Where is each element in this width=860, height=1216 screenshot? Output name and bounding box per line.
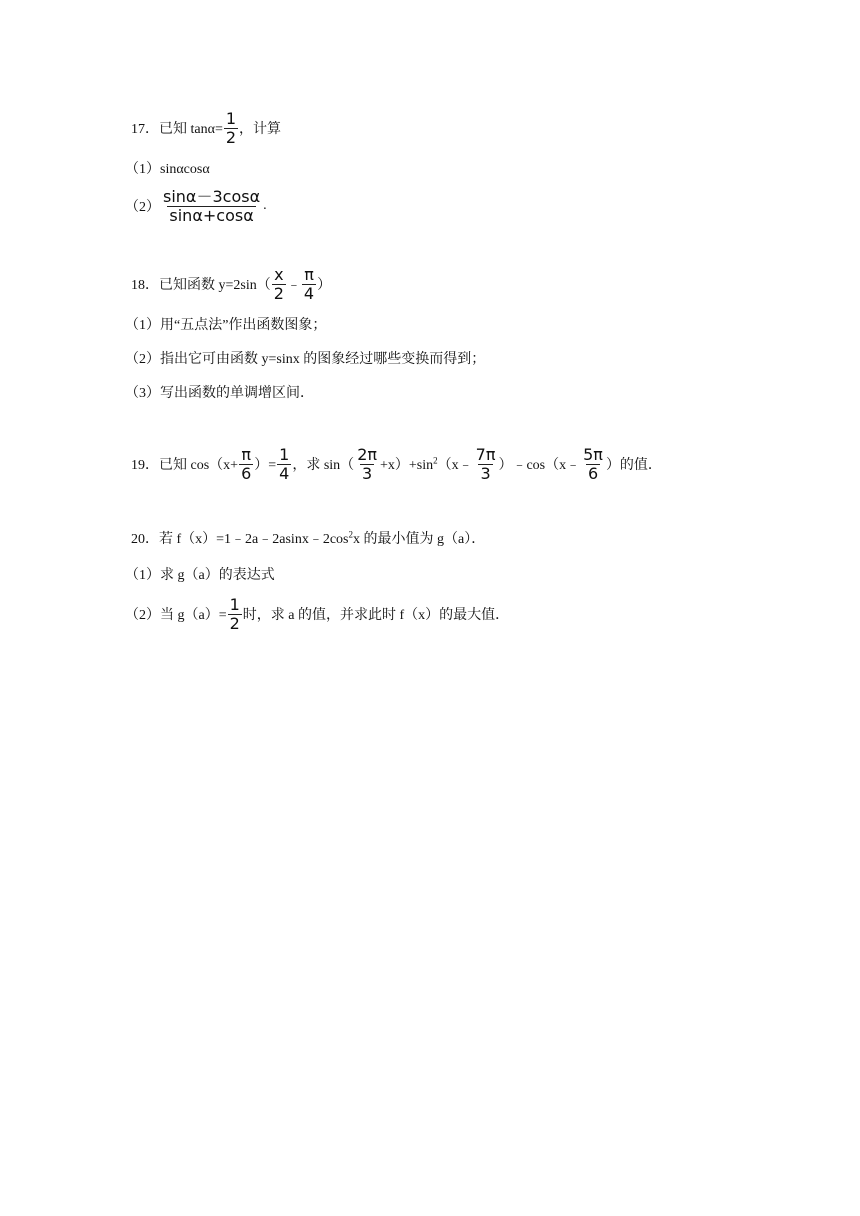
q18-stem-tail: ） [317, 278, 332, 293]
q17-fraction [224, 108, 238, 147]
q17-stem-tail: ，计算 [239, 122, 282, 137]
q17-stem [131, 106, 281, 150]
q19-text-g: ）的值． [605, 458, 662, 473]
fraction-numerator: π [304, 264, 314, 284]
q19-text-b: ）= [254, 458, 277, 473]
q18-part2-text: （2）指出它可由函数 y=sinx 的图象经过哪些变换而得到； [125, 352, 486, 367]
q19-text-a: 19．已知 cos（x+ [131, 458, 239, 473]
q19-text-f: ）﹣cos（x﹣ [498, 458, 581, 473]
fraction-denominator: sinα+cosα [169, 205, 254, 225]
fraction-numerator: π [241, 444, 251, 464]
q19-text-e: （x﹣ [437, 458, 473, 473]
q18-stem [131, 262, 331, 306]
q20-stem-group [131, 528, 485, 548]
q20-part2-text-a: （2）当 g（a）= [125, 608, 227, 623]
q17-part1-text: （1）sinαcosα [125, 162, 210, 177]
q18-minus: ﹣ [286, 278, 301, 293]
q17-part2-label: （2） [125, 200, 160, 215]
q17-part2-fraction [161, 186, 262, 225]
fraction-numerator: sinα－3cosα [163, 186, 261, 206]
q19-stem [131, 442, 662, 486]
q19-fraction-2pi-3 [355, 444, 379, 483]
fraction-denominator: 4 [303, 283, 315, 303]
q19-fraction-7pi-3 [474, 444, 498, 483]
fraction-numerator: 1 [229, 594, 240, 614]
q18-fraction-pi-4 [302, 264, 316, 303]
fraction-numerator: 1 [279, 444, 290, 464]
fraction-denominator: 2 [273, 283, 284, 303]
q20-part2-text-b: 时，求 a 的值，并求此时 f（x）的最大值． [242, 608, 510, 623]
q17-stem-text: 17．已知 tanα= [131, 122, 223, 137]
fraction-numerator: 1 [225, 108, 237, 128]
q20-part2 [125, 592, 509, 636]
fraction-denominator: 6 [587, 463, 599, 483]
q20-part1 [125, 552, 275, 596]
q19-fraction-5pi-6 [581, 444, 605, 483]
fraction-numerator: x [274, 264, 284, 284]
q20-part1-text: （1）求 g（a）的表达式 [125, 568, 275, 583]
q18-part1-text: （1）用“五点法”作出函数图象； [125, 318, 327, 333]
q20-superscript: 2 [348, 529, 353, 540]
fraction-denominator: 3 [362, 463, 373, 483]
q19-text-d-group [380, 454, 438, 474]
q17-part2-end: . [263, 198, 267, 213]
fraction-numerator: 2π [357, 444, 377, 464]
q19-fraction-1-4 [277, 444, 291, 483]
q17-part2 [125, 184, 267, 228]
fraction-denominator: 3 [480, 463, 491, 483]
fraction-denominator: 2 [229, 613, 240, 633]
q20-fraction-1-2 [228, 594, 242, 633]
fraction-denominator: 6 [241, 463, 252, 483]
q18-fraction-x-2 [272, 264, 286, 303]
q18-part3-text: （3）写出函数的单调增区间． [125, 386, 314, 401]
fraction-denominator: 2 [225, 127, 237, 147]
fraction-numerator: 5π [583, 444, 603, 464]
q19-superscript: 2 [433, 455, 438, 466]
q19-text-c: ，求 sin（ [292, 458, 355, 473]
q18-part3 [125, 370, 314, 414]
q18-stem-text: 18．已知函数 y=2sin（ [131, 278, 271, 293]
q20-text-b: x 的最小值为 g（a）． [353, 532, 486, 547]
fraction-denominator: 4 [279, 463, 290, 483]
fraction-numerator: 7π [475, 444, 496, 464]
q19-text-d: +x）+sin [380, 458, 434, 473]
q20-text-a: 20．若 f（x）=1﹣2a﹣2asinx﹣2cos [131, 532, 349, 547]
q19-fraction-pi-6 [239, 444, 253, 483]
